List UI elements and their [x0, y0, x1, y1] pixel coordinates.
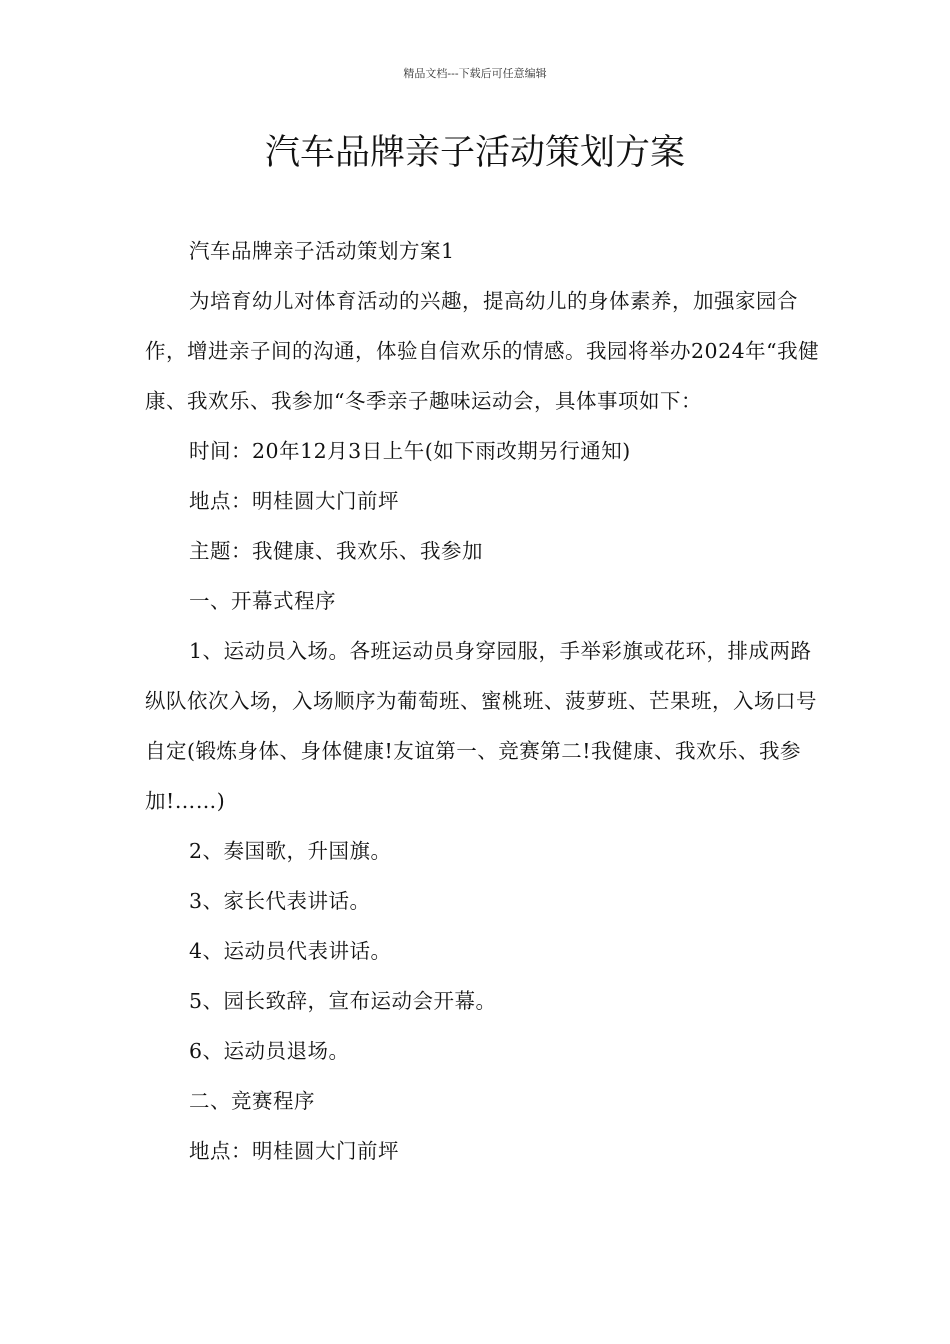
paragraph-item-4: 4、运动员代表讲话。	[189, 939, 392, 963]
paragraph-intro: 为培育幼儿对体育活动的兴趣，提高幼儿的身体素养，加强家园合作，增进亲子间的沟通，体验自信欢乐的情感。我园将举办2024年“我健康、我欢乐、我参加“冬季亲子趣味运动会，具体事项如下：	[145, 289, 820, 413]
paragraph-location: 地点：明桂圆大门前坪	[189, 489, 399, 513]
paragraph-item-2: 2、奏国歌，升国旗。	[189, 839, 392, 863]
header-note: 精品文档---下载后可任意编辑	[403, 67, 547, 80]
paragraph-subtitle: 汽车品牌亲子活动策划方案1	[189, 239, 455, 263]
section-heading-competition: 二、竞赛程序	[189, 1089, 315, 1113]
section-heading-opening: 一、开幕式程序	[189, 589, 336, 613]
paragraph-item-3: 3、家长代表讲话。	[189, 889, 371, 913]
document-body	[145, 226, 825, 1176]
paragraph-item-5: 5、园长致辞，宣布运动会开幕。	[189, 989, 497, 1013]
document-title: 汽车品牌亲子活动策划方案	[264, 133, 685, 173]
paragraph-location-2: 地点：明桂圆大门前坪	[189, 1139, 399, 1163]
paragraph-item-6: 6、运动员退场。	[189, 1039, 350, 1063]
paragraph-theme: 主题：我健康、我欢乐、我参加	[189, 539, 483, 563]
paragraph-item-1: 1、运动员入场。各班运动员身穿园服，手举彩旗或花环，排成两路纵队依次入场，入场顺序为葡萄班、蜜桃班、菠萝班、芒果班，入场口号自定(锻炼身体、身体健康!友谊第一、竞赛第二!我健康、我欢乐、我参加!……)	[145, 639, 817, 813]
paragraph-time: 时间：20年12月3日上午(如下雨改期另行通知)	[189, 439, 631, 463]
